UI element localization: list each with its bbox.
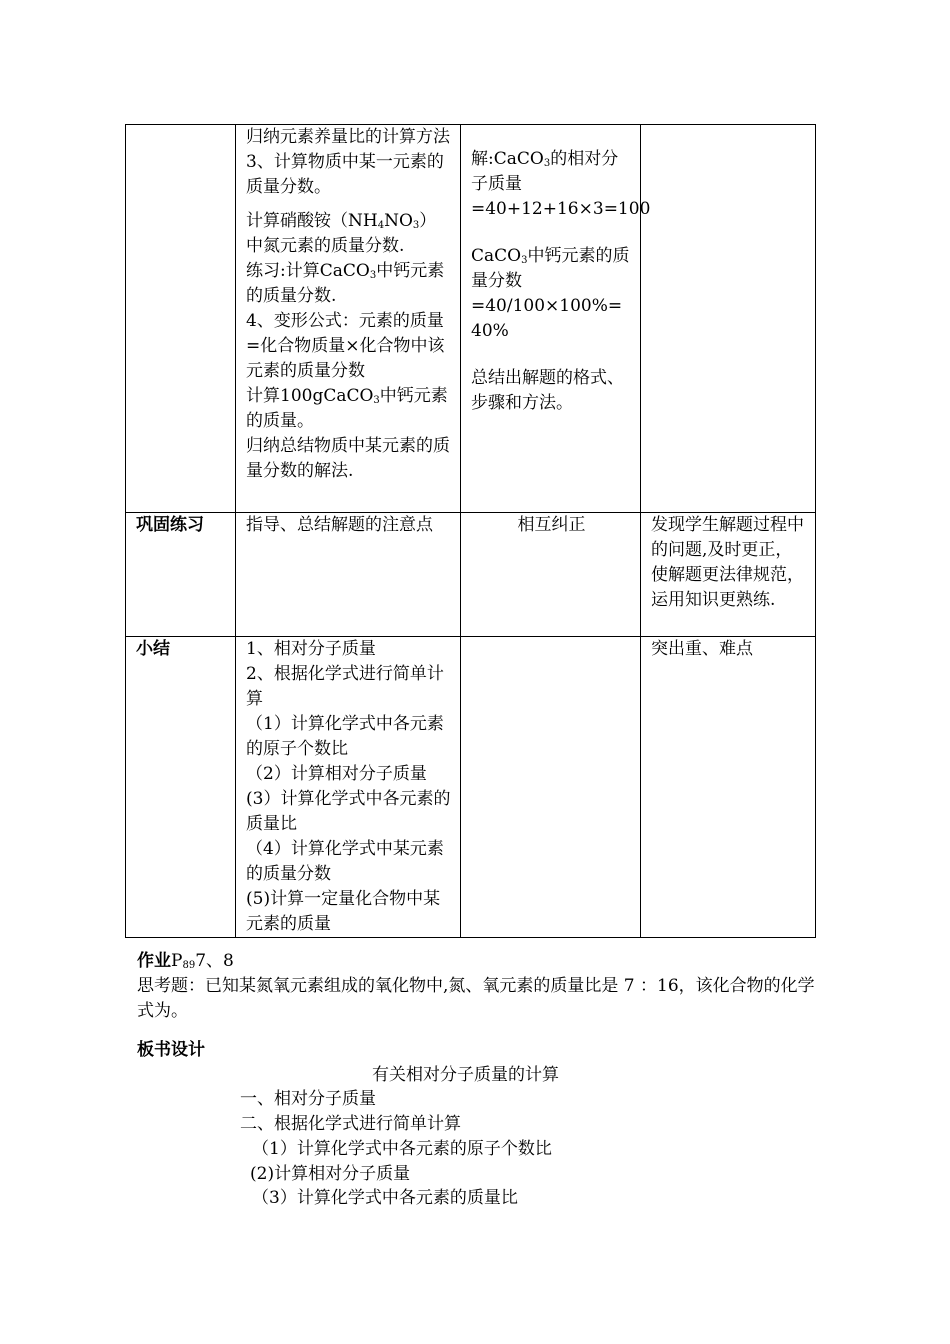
summary-line: 1、相对分子质量 [246, 639, 376, 659]
student-text: 总结出解题的格式、步骤和方法。 [471, 368, 624, 413]
teacher-text: 计算100gCaCO$_3$中钙元素的质量。 [246, 386, 448, 431]
student-text: CaCO$_3$中钙元素的质量分数 [471, 246, 630, 291]
student-text: 相互纠正 [461, 513, 641, 637]
intent-text: 发现学生解题过程中的问题,及时更正，使解题更法律规范，运用知识更熟练. [641, 513, 816, 637]
row1-stage-cell [126, 125, 236, 513]
summary-line: 2、根据化学式进行简单计算 [246, 664, 444, 709]
homework-label: 作业 [137, 951, 171, 971]
board-line: 二、根据化学式进行简单计算 [240, 1114, 461, 1134]
board-title: 有关相对分子质量的计算 [372, 1065, 559, 1085]
summary-line: （2）计算相对分子质量 [246, 764, 427, 784]
teacher-text: 归纳总结物质中某元素的质量分数的解法. [246, 436, 450, 481]
intent-text: 突出重、难点 [641, 637, 816, 938]
row1-student-cell [461, 125, 651, 513]
teacher-text: 归纳元素养量比的计算方法 [246, 127, 450, 147]
summary-cell [236, 637, 461, 938]
stage-label: 巩固练习 [126, 513, 236, 637]
row1-teacher-cell [236, 125, 461, 513]
board-line: 一、相对分子质量 [240, 1089, 376, 1109]
teacher-text: 3、计算物质中某一元素的质量分数。 [246, 152, 444, 197]
table-row [126, 637, 816, 938]
summary-line: （1）计算化学式中各元素的原子个数比 [246, 714, 444, 759]
table-row [126, 125, 816, 513]
summary-line: (5)计算一定量化合物中某元素的质量 [246, 889, 441, 934]
board-line: （1）计算化学式中各元素的原子个数比 [252, 1139, 552, 1159]
lesson-table [125, 124, 816, 938]
row1-intent-cell [641, 125, 816, 513]
student-text: =40+12+16×3=100 [471, 199, 651, 219]
board-heading: 板书设计 [137, 1040, 205, 1060]
student-text: 解:CaCO$_3$的相对分子质量 [471, 149, 619, 194]
stage-label: 小结 [126, 637, 236, 938]
teacher-text: 练习:计算CaCO$_3$中钙元素的质量分数. [246, 261, 445, 306]
teacher-text: 4、变形公式：元素的质量=化合物质量×化合物中该元素的质量分数 [246, 311, 445, 381]
summary-line: （4）计算化学式中某元素的质量分数 [246, 839, 444, 884]
row3-student-cell [461, 637, 641, 938]
summary-line: (3）计算化学式中各元素的质量比 [246, 789, 451, 834]
board-line: (2)计算相对分子质量 [250, 1164, 411, 1184]
table-row [126, 513, 816, 637]
student-text: =40/100×100%=40% [471, 296, 623, 341]
teacher-text: 计算硝酸铵$(NH_4NO_3)$中氮元素的质量分数. [246, 211, 437, 256]
homework-line: 作业$P_{89}7$、8 [137, 951, 234, 971]
board-line: （3）计算化学式中各元素的质量比 [252, 1188, 518, 1208]
teacher-text: 指导、总结解题的注意点 [236, 513, 461, 637]
thinking-question: 思考题：已知某氮氧元素组成的氧化物中,氮、氧元素的质量比是 7 ：16，该化合物的化学式为。 [137, 976, 815, 1021]
